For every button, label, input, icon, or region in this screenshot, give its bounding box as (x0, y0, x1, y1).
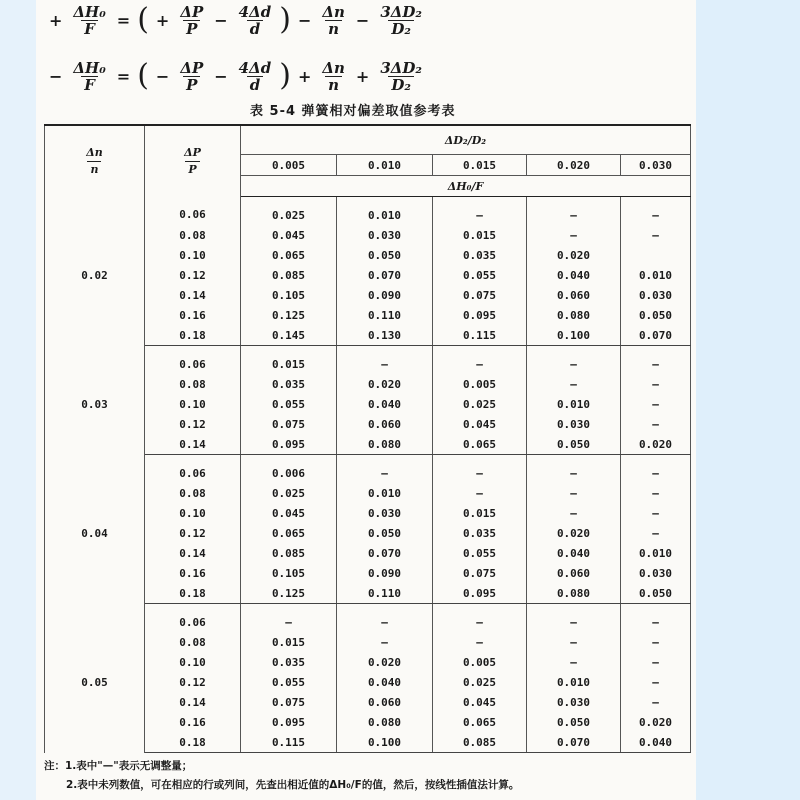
dh-value: 0.040 (337, 394, 433, 414)
dh-value: — (337, 604, 433, 633)
dh-value: — (433, 632, 527, 652)
dh-value: 0.030 (337, 503, 433, 523)
dh-value: 0.010 (527, 672, 621, 692)
dh-value: — (621, 523, 691, 543)
fraction-numerator: ΔH₀ (73, 58, 106, 77)
dh-value: 0.060 (527, 285, 621, 305)
table-title: 表 5-4 弹簧相对偏差取值参考表 (250, 104, 456, 119)
dh-value: 0.115 (433, 325, 527, 346)
table-row (45, 455, 691, 484)
fraction-denominator: D₂ (388, 20, 414, 37)
header-dp (145, 125, 241, 197)
header-dd-value: 0.030 (621, 155, 691, 176)
dh-value: 0.085 (241, 265, 337, 285)
dp-value: 0.06 (145, 197, 241, 226)
dh-value: 0.015 (241, 632, 337, 652)
header-dd-value: 0.010 (337, 155, 433, 176)
page-margin (0, 0, 36, 800)
dh-value: 0.030 (621, 563, 691, 583)
dh-value: 0.030 (527, 692, 621, 712)
dh-value: — (527, 225, 621, 245)
open-paren: ( (137, 58, 149, 93)
dp-value: 0.06 (145, 604, 241, 633)
dh-value: — (433, 455, 527, 484)
term-sign: − (297, 10, 312, 30)
term-sign: + (297, 66, 312, 86)
header-dd-value: 0.015 (433, 155, 527, 176)
formula-2-term-4 (377, 60, 425, 93)
dh-value: 0.055 (241, 672, 337, 692)
dh-value: — (337, 346, 433, 375)
dh-value: — (621, 632, 691, 652)
dp-value: 0.10 (145, 503, 241, 523)
fraction-denominator: D₂ (388, 76, 414, 93)
formula-1 (44, 2, 428, 38)
dh-value: — (621, 414, 691, 434)
dh-value: — (241, 604, 337, 633)
dp-value: 0.18 (145, 325, 241, 346)
dn-group (45, 604, 691, 753)
dp-value: 0.12 (145, 414, 241, 434)
table-row (45, 604, 691, 633)
dh-value: 0.125 (241, 583, 337, 604)
dh-value: — (527, 197, 621, 226)
dh-value: 0.015 (241, 346, 337, 375)
dh-value: 0.095 (433, 305, 527, 325)
dh-value: 0.105 (241, 285, 337, 305)
fraction-denominator: P (183, 76, 200, 93)
dh-value: 0.145 (241, 325, 337, 346)
dn-fraction (83, 145, 106, 178)
equals-sign: = (116, 66, 131, 86)
dp-value: 0.16 (145, 712, 241, 732)
header-dd-value: 0.005 (241, 155, 337, 176)
dh-value: — (621, 197, 691, 226)
dh-value: 0.050 (337, 523, 433, 543)
dp-value: 0.16 (145, 305, 241, 325)
fraction-denominator: F (81, 20, 98, 37)
fraction-numerator: 4Δd (238, 58, 272, 77)
dh-value (621, 245, 691, 265)
dh-value: — (527, 483, 621, 503)
dh-value: — (621, 225, 691, 245)
dh-value: 0.006 (241, 455, 337, 484)
formula-1-sign: + (49, 10, 63, 30)
formula-2-term-1 (177, 60, 206, 93)
dh-value: — (621, 604, 691, 633)
dh-value: 0.080 (527, 583, 621, 604)
dh-value: 0.050 (337, 245, 433, 265)
dh-value: — (433, 604, 527, 633)
dh-value: 0.050 (621, 583, 691, 604)
dh-value: 0.030 (621, 285, 691, 305)
dh-value: 0.055 (433, 265, 527, 285)
dn-value: 0.02 (45, 197, 145, 346)
fraction-denominator: d (247, 76, 264, 93)
note-2: 2.表中未列数值，可在相应的行或列间，先查出相近值的ΔH₀/F的值，然后，按线性插值法计算。 (66, 779, 520, 791)
dh-value: 0.010 (527, 394, 621, 414)
dp-value: 0.10 (145, 394, 241, 414)
dh-value: 0.075 (433, 563, 527, 583)
dh-value: 0.130 (337, 325, 433, 346)
dh-value: 0.050 (527, 434, 621, 455)
dh-value: 0.055 (241, 394, 337, 414)
dh-value: 0.065 (433, 712, 527, 732)
spring-deviation-table (44, 124, 691, 753)
dh-value: 0.065 (241, 523, 337, 543)
dh-value: — (621, 652, 691, 672)
dh-value: 0.110 (337, 305, 433, 325)
close-paren: ) (279, 2, 291, 37)
dp-value: 0.14 (145, 543, 241, 563)
fraction-numerator: Δn (322, 58, 345, 77)
term-sign: + (355, 66, 370, 86)
dh-value: 0.045 (433, 414, 527, 434)
dp-fraction (181, 145, 204, 178)
background-band-right (696, 122, 800, 800)
dh-value: 0.110 (337, 583, 433, 604)
dh-value: 0.010 (621, 265, 691, 285)
dp-value: 0.12 (145, 672, 241, 692)
dh-value: 0.025 (433, 394, 527, 414)
dp-value: 0.10 (145, 652, 241, 672)
dh-value: 0.025 (241, 483, 337, 503)
dh-value: — (433, 483, 527, 503)
dh-value: 0.045 (241, 225, 337, 245)
note-1: 注：1.表中"—"表示无调整量； (44, 760, 193, 772)
fraction-denominator: n (325, 76, 342, 93)
fraction-numerator: Δn (322, 2, 345, 21)
fraction-denominator: n (325, 20, 342, 37)
dh-value: 0.050 (527, 712, 621, 732)
dh-value: 0.125 (241, 305, 337, 325)
dh-value: — (433, 346, 527, 375)
header-dd: ΔD₂/D₂ (241, 125, 691, 155)
dh-value: 0.010 (337, 483, 433, 503)
dn-value: 0.03 (45, 346, 145, 455)
header-dn (45, 125, 145, 197)
dh-value: 0.090 (337, 285, 433, 305)
fraction-numerator: Δn (86, 145, 103, 159)
term-sign: − (214, 66, 228, 86)
fraction-denominator: P (185, 161, 199, 178)
dh-value: 0.070 (337, 265, 433, 285)
table-notes (44, 757, 694, 795)
dh-value: 0.015 (433, 225, 527, 245)
dh-value: 0.045 (433, 692, 527, 712)
dh-value: — (621, 346, 691, 375)
fraction-numerator: ΔP (184, 145, 201, 159)
dn-group (45, 346, 691, 455)
dh-value: — (527, 652, 621, 672)
dh-value: 0.030 (527, 414, 621, 434)
dh-value: 0.005 (433, 374, 527, 394)
dp-value: 0.18 (145, 583, 241, 604)
dh-value: 0.040 (527, 265, 621, 285)
dh-value: 0.035 (433, 523, 527, 543)
header-dd-value: 0.020 (527, 155, 621, 176)
dn-value: 0.05 (45, 604, 145, 753)
fraction-numerator: 4Δd (238, 2, 272, 21)
dp-value: 0.16 (145, 563, 241, 583)
dh-value: 0.105 (241, 563, 337, 583)
dh-value: 0.065 (433, 434, 527, 455)
formula-1-term-3 (319, 4, 348, 37)
dh-value: 0.060 (337, 414, 433, 434)
dh-value: 0.115 (241, 732, 337, 753)
dh-value: 0.065 (241, 245, 337, 265)
dh-value: 0.030 (337, 225, 433, 245)
dh-value: — (527, 374, 621, 394)
dh-value: 0.020 (337, 374, 433, 394)
fraction-numerator: ΔP (180, 58, 204, 77)
dp-value: 0.06 (145, 346, 241, 375)
dp-value: 0.08 (145, 632, 241, 652)
formula-2-sign: − (49, 66, 63, 86)
dh-value: 0.005 (433, 652, 527, 672)
dp-value: 0.12 (145, 523, 241, 543)
fraction-denominator: F (81, 76, 98, 93)
dh-value: 0.075 (241, 692, 337, 712)
dh-value: 0.050 (621, 305, 691, 325)
dh-value: — (433, 197, 527, 226)
dh-value: 0.035 (241, 652, 337, 672)
dh-value: 0.045 (241, 503, 337, 523)
dh-value: 0.025 (433, 672, 527, 692)
dh-value: 0.035 (433, 245, 527, 265)
dh-value: 0.100 (527, 325, 621, 346)
fraction-denominator: P (183, 20, 200, 37)
formula-1-term-1 (177, 4, 206, 37)
table-row (45, 197, 691, 226)
dh-value: 0.075 (433, 285, 527, 305)
dh-value: — (527, 346, 621, 375)
dh-value: 0.095 (241, 434, 337, 455)
dh-value: 0.040 (527, 543, 621, 563)
dh-value: — (621, 672, 691, 692)
dh-value: 0.095 (433, 583, 527, 604)
dh-value: 0.075 (241, 414, 337, 434)
dh-value: — (337, 632, 433, 652)
dh-value: 0.020 (621, 712, 691, 732)
dh-value: 0.040 (621, 732, 691, 753)
dp-value: 0.14 (145, 285, 241, 305)
dh-value: — (527, 632, 621, 652)
dh-value: 0.080 (337, 712, 433, 732)
fraction-numerator: ΔH₀ (73, 2, 106, 21)
dh-value: — (337, 455, 433, 484)
dh-value: 0.020 (527, 523, 621, 543)
dh-value: 0.085 (241, 543, 337, 563)
formula-2-term-3 (319, 60, 348, 93)
term-sign: − (355, 10, 370, 30)
dh-value: — (527, 503, 621, 523)
formula-2 (44, 58, 428, 94)
dh-value: — (621, 455, 691, 484)
dh-value: 0.020 (621, 434, 691, 455)
dh-value: 0.040 (337, 672, 433, 692)
fraction-numerator: ΔP (180, 2, 204, 21)
equals-sign: = (116, 10, 131, 30)
formula-1-term-4 (377, 4, 425, 37)
fraction-denominator: d (247, 20, 264, 37)
dh-value: 0.070 (527, 732, 621, 753)
dp-value: 0.18 (145, 732, 241, 753)
dp-value: 0.08 (145, 483, 241, 503)
dh-value: 0.060 (527, 563, 621, 583)
dh-value: 0.070 (621, 325, 691, 346)
formula-2-term-2 (236, 60, 275, 93)
dh-value: 0.095 (241, 712, 337, 732)
formula-1-lhs (70, 4, 108, 37)
dh-value: 0.070 (337, 543, 433, 563)
close-paren: ) (279, 58, 291, 93)
dh-value: 0.015 (433, 503, 527, 523)
table-row (45, 346, 691, 375)
header-dh: ΔH₀/F (241, 176, 691, 197)
dh-value: — (621, 503, 691, 523)
open-paren: ( (137, 2, 149, 37)
dp-value: 0.08 (145, 225, 241, 245)
dn-group (45, 455, 691, 604)
formula-1-term-2 (236, 4, 275, 37)
dh-value: 0.035 (241, 374, 337, 394)
dh-value: — (621, 483, 691, 503)
dh-value: 0.100 (337, 732, 433, 753)
dp-value: 0.08 (145, 374, 241, 394)
term-sign: − (155, 66, 170, 86)
dp-value: 0.10 (145, 245, 241, 265)
dp-value: 0.12 (145, 265, 241, 285)
dh-value: 0.010 (621, 543, 691, 563)
dp-value: 0.06 (145, 455, 241, 484)
dh-value: — (621, 394, 691, 414)
dh-value: 0.020 (527, 245, 621, 265)
dh-value: 0.055 (433, 543, 527, 563)
fraction-numerator: 3ΔD₂ (380, 58, 422, 77)
dh-value: 0.025 (241, 197, 337, 226)
dp-value: 0.14 (145, 434, 241, 455)
dh-value: 0.060 (337, 692, 433, 712)
dh-value: 0.090 (337, 563, 433, 583)
fraction-denominator: n (87, 161, 101, 178)
dh-value: — (527, 604, 621, 633)
dh-value: — (527, 455, 621, 484)
dh-value: 0.080 (527, 305, 621, 325)
dh-value: 0.020 (337, 652, 433, 672)
term-sign: + (155, 10, 170, 30)
dp-value: 0.14 (145, 692, 241, 712)
dn-value: 0.04 (45, 455, 145, 604)
dh-value: 0.085 (433, 732, 527, 753)
dh-value: — (621, 692, 691, 712)
formula-2-lhs (70, 60, 108, 93)
fraction-numerator: 3ΔD₂ (380, 2, 422, 21)
dh-value: 0.080 (337, 434, 433, 455)
dn-group (45, 197, 691, 346)
dh-value: — (621, 374, 691, 394)
term-sign: − (214, 10, 228, 30)
dh-value: 0.010 (337, 197, 433, 226)
